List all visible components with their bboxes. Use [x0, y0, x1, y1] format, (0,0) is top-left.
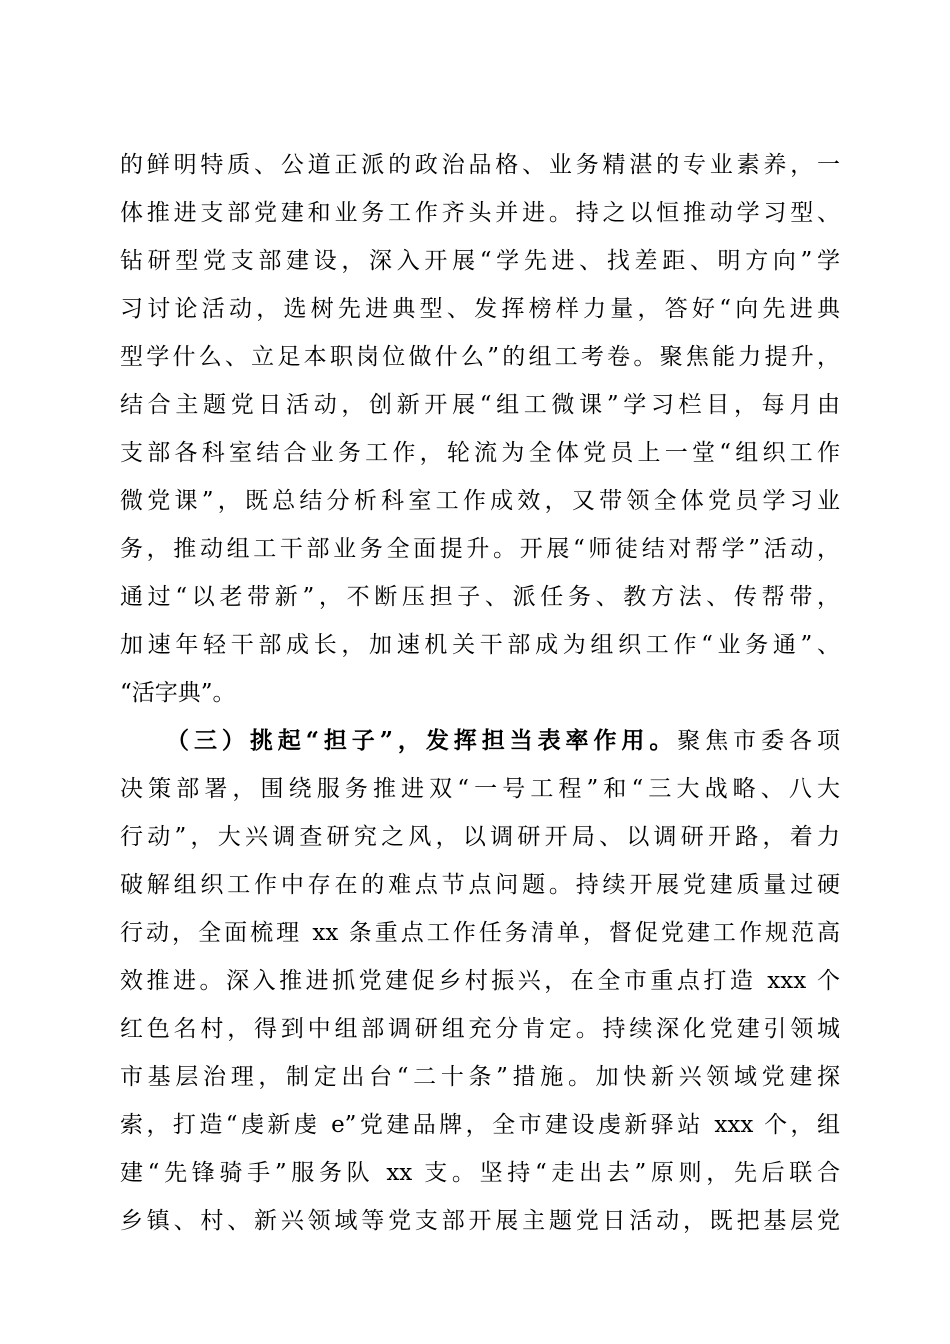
text-line: 红色名村，得到中组部调研组充分肯定。持续深化党建引领城 [120, 1016, 840, 1042]
text-line: 行动”，大兴调查研究之风，以调研开局、以调研开路，着力 [120, 824, 840, 850]
text-line: 加速年轻干部成长，加速机关干部成为组织工作“业务通”、 [120, 632, 840, 658]
text-line: 钻研型党支部建设，深入开展“学先进、找差距、明方向”学 [120, 248, 840, 274]
text-line: 型学什么、立足本职岗位做什么”的组工考卷。聚焦能力提升， [120, 344, 840, 370]
text-line: 行动，全面梳理 xx 条重点工作任务清单，督促党建工作规范高 [120, 920, 840, 946]
text-line: 乡镇、村、新兴领域等党支部开展主题党日活动，既把基层党 [120, 1208, 840, 1234]
text-line: 微党课”，既总结分析科室工作成效，又带领全体党员学习业 [120, 488, 840, 514]
text-line: 市基层治理，制定出台“二十条”措施。加快新兴领域党建探 [120, 1064, 840, 1090]
text-line: 决策部署，围绕服务推进双“一号工程”和“三大战略、八大 [120, 776, 840, 802]
section-heading: （三）挑起“担子”，发挥担当表率作用。 [166, 727, 678, 754]
text-line: 建“先锋骑手”服务队 xx 支。坚持“走出去”原则，先后联合 [120, 1160, 840, 1186]
text-line: 索，打造“虔新虔 e”党建品牌，全市建设虔新驿站 xxx 个，组 [120, 1112, 840, 1138]
text-line: 务，推动组工干部业务全面提升。开展“师徒结对帮学”活动， [120, 536, 840, 562]
text-line: 习讨论活动，选树先进典型、发挥榜样力量，答好“向先进典 [120, 296, 840, 322]
paragraph-first-line [120, 717, 840, 765]
text-line: 支部各科室结合业务工作，轮流为全体党员上一堂“组织工作 [120, 440, 840, 466]
text-line: 结合主题党日活动，创新开展“组工微课”学习栏目，每月由 [120, 392, 840, 418]
text-line: 破解组织工作中存在的难点节点问题。持续开展党建质量过硬 [120, 872, 840, 898]
paragraph-1 [120, 141, 840, 717]
text-line: 通过“以老带新”，不断压担子、派任务、教方法、传帮带， [120, 584, 840, 610]
text-line: “活字典”。 [120, 680, 236, 706]
paragraph-2 [120, 717, 840, 1245]
document-body [120, 141, 840, 1245]
text-line: 效推进。深入推进抓党建促乡村振兴，在全市重点打造 xxx 个 [120, 968, 840, 994]
first-line-text: 聚焦市委各项 [677, 728, 840, 754]
text-line: 体推进支部党建和业务工作齐头并进。持之以恒推动学习型、 [120, 200, 840, 226]
text-line: 的鲜明特质、公道正派的政治品格、业务精湛的专业素养，一 [120, 152, 840, 178]
